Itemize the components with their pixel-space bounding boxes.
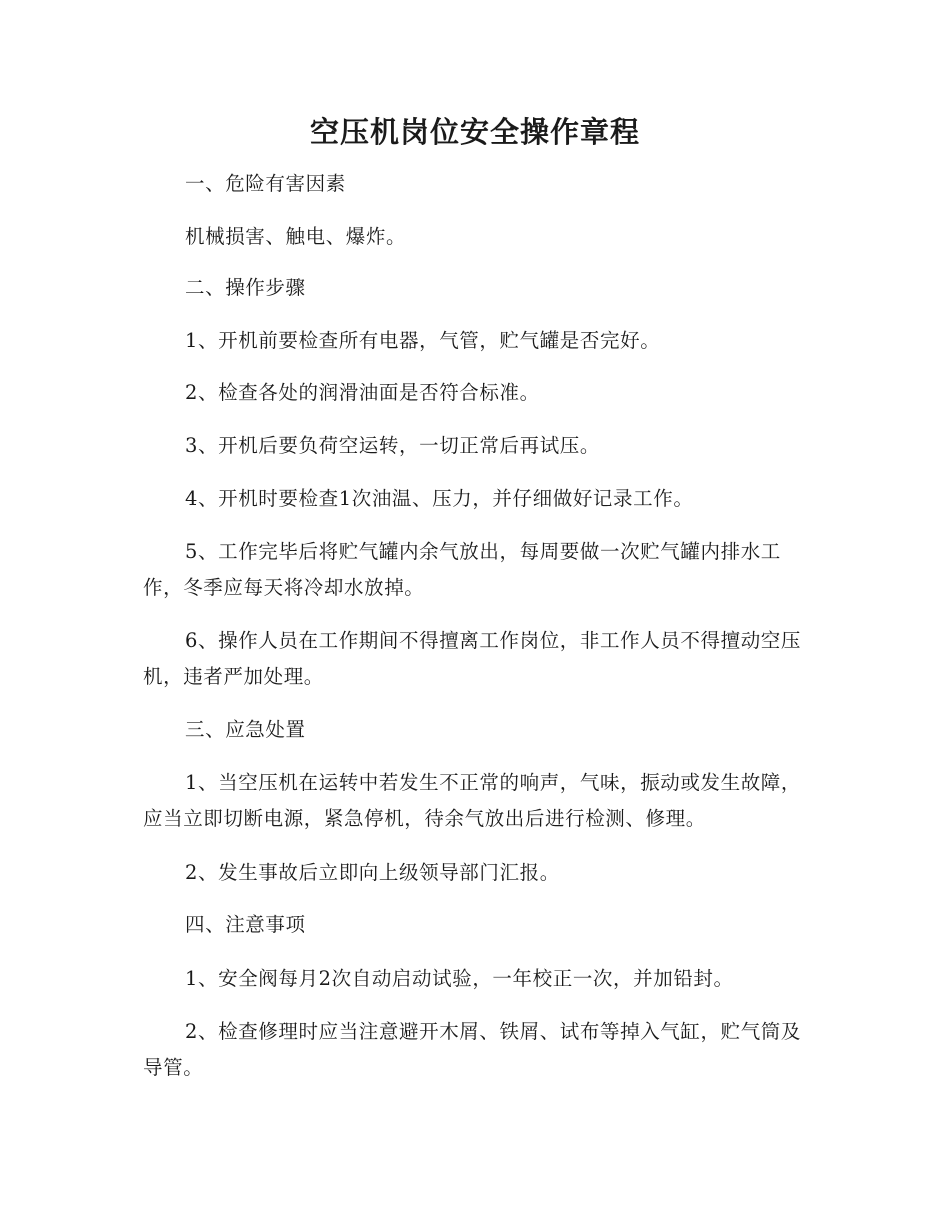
section-heading-emergency: 三、应急处置	[185, 718, 306, 741]
paragraph-emergency-2: 2、发生事故后立即向上级领导部门汇报。	[185, 861, 560, 884]
paragraph-step-6: 6、操作人员在工作期间不得擅离工作岗位，非工作人员不得擅动空压机，违者严加处理。	[143, 629, 802, 688]
paragraph-emergency-1: 1、当空压机在运转中若发生不正常的响声，气味，振动或发生故障，应当立即切断电源，紧急停机，待余气放出后进行检测、修理。	[143, 771, 802, 830]
section-heading-hazards: 一、危险有害因素	[185, 172, 346, 195]
paragraph-step-2: 2、检查各处的润滑油面是否符合标准。	[185, 381, 540, 404]
paragraph-step-5: 5、工作完毕后将贮气罐内余气放出，每周要做一次贮气罐内排水工作，冬季应每天将冷却水放掉。	[143, 540, 781, 599]
section-heading-notes: 四、注意事项	[185, 913, 306, 936]
paragraph-step-1: 1、开机前要检查所有电器，气管，贮气罐是否完好。	[185, 329, 661, 352]
document-title: 空压机岗位安全操作章程	[309, 115, 640, 149]
paragraph-note-1: 1、安全阀每月2次自动启动试验，一年校正一次，并加铅封。	[185, 967, 734, 990]
paragraph-step-4: 4、开机时要检查1次油温、压力，并仔细做好记录工作。	[185, 487, 694, 510]
section-heading-steps: 二、操作步骤	[185, 276, 306, 299]
paragraph-hazard-list: 机械损害、触电、爆炸。	[185, 225, 407, 248]
paragraph-note-2: 2、检查修理时应当注意避开木屑、铁屑、试布等掉入气缸，贮气筒及导管。	[143, 1020, 802, 1079]
paragraph-step-3: 3、开机后要负荷空运转，一切正常后再试压。	[185, 434, 601, 457]
